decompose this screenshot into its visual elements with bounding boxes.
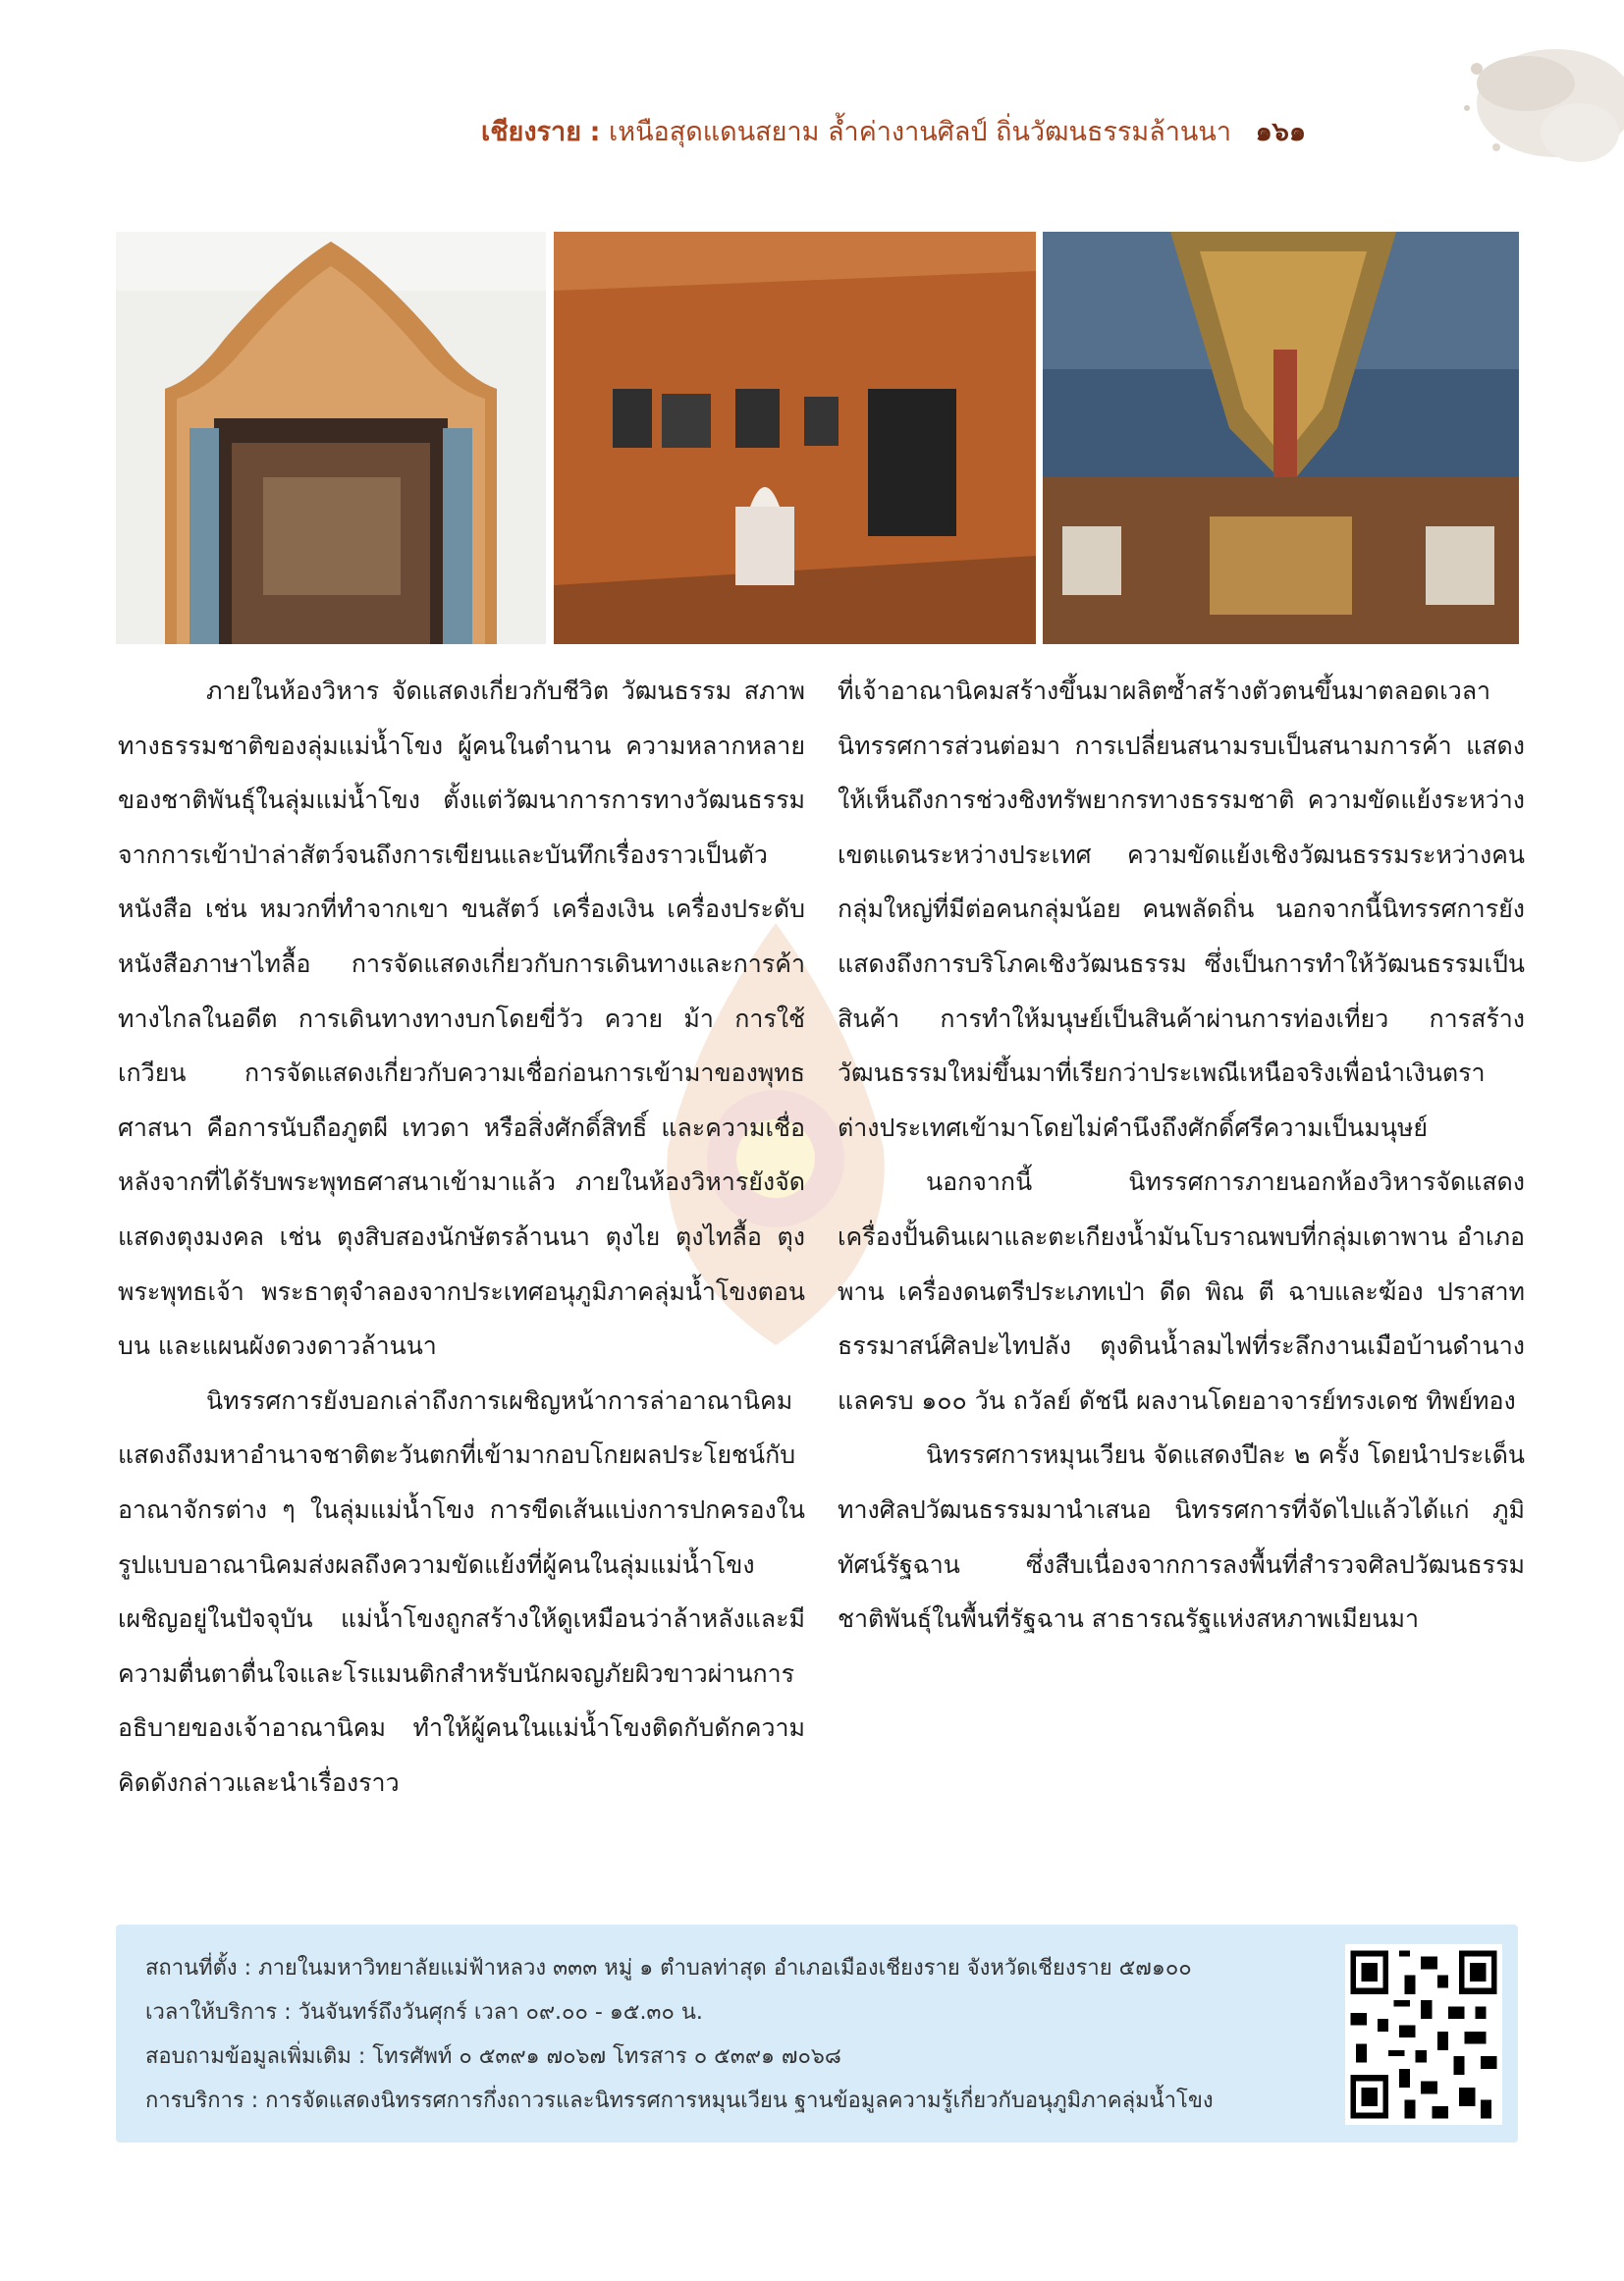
- tung-photo: [1043, 232, 1519, 644]
- location-line: สถานที่ตั้ง : ภายในมหาวิทยาลัยแม่ฟ้าหลวง ๓๓๓ หมู่ ๑ ตำบลท่าสุด อำเภอเมืองเชียงราย จังหวัดเชียงราย ๕๗๑๐๐: [145, 1956, 1192, 1981]
- paragraph: ที่เจ้าอาณานิคมสร้างขึ้นมาผลิตซ้ำสร้างตัวตนขึ้นมาตลอดเวลา นิทรรศการส่วนต่อมา การเปลี่ยนสนามรบเป็นสนามการค้า แสดงให้เห็นถึงการช่วงชิงทรัพยากรทางธรรมชาติ ความขัดแย้งระหว่างเขตแดนระหว่างประเทศ ความขัดแย้งเชิงวัฒนธรรมระหว่างคนกลุ่มใหญ่ที่มีต่อคนกลุ่มน้อย คนพลัดถิ่น นอกจากนี้นิทรรศการยังแสดงถึงการบริโภคเชิงวัฒนธรรม ซึ่งเป็นการทำให้วัฒนธรรมเป็นสินค้า การทำให้มนุษย์เป็นสินค้าผ่านการท่องเที่ยว การสร้างวัฒนธรรมใหม่ขึ้นมาที่เรียกว่าประเพณีเหนือจริงเพื่อนำเงินตราต่างประเทศเข้ามาโดยไม่คำนึงถึงศักดิ์ศรีความเป็นมนุษย์: [838, 677, 1525, 1142]
- paragraph: ภายในห้องวิหาร จัดแสดงเกี่ยวกับชีวิต วัฒนธรรม สภาพทางธรรมชาติของลุ่มแม่น้ำโขง ผู้คนในตำนาน ความหลากหลายของชาติพันธุ์ในลุ่มแม่น้ำโขง ตั้งแต่วัฒนาการการทางวัฒนธรรมจากการเข้าป่าล่าสัตว์จนถึงการเขียนและบันทึกเรื่องราวเป็นตัวหนังสือ เช่น หมวกที่ทำจากเขา ขนสัตว์ เครื่องเงิน เครื่องประดับ หนังสือภาษาไทลื้อ การจัดแสดงเกี่ยวกับการเดินทางและการค้าทางไกลในอดีต การเดินทางทางบกโดยขี่วัว ควาย ม้า การใช้เกวียน การจัดแสดงเกี่ยวกับความเชื่อก่อนการเข้ามาของพุทธศาสนา คือการนับถือภูตผี เทวดา หรือสิ่งศักดิ์สิทธิ์ และความเชื่อหลังจากที่ได้รับพระพุทธศาสนาเข้ามาแล้ว ภายในห้องวิหารยังจัดแสดงตุงมงคล เช่น ตุงสิบสองนักษัตรล้านนา ตุงไย ตุงไทลื้อ ตุงพระพุทธเจ้า พระธาตุจำลองจากประเทศอนุภูมิภาคลุ่มน้ำโขงตอนบน และแผนผังดวงดาวล้านนา: [118, 677, 805, 1361]
- services-line: การบริการ : การจัดแสดงนิทรรศการกึ่งถาวรและนิทรรศการหมุนเวียน ฐานข้อมูลความรู้เกี่ยวกับอนุภูมิภาคลุ่มน้ำโขง: [145, 2089, 1214, 2113]
- running-header: [481, 108, 1384, 157]
- header-subtitle: เหนือสุดแดนสยาม ล้ำค่างานศิลป์ ถิ่นวัฒนธรรมล้านนา: [609, 117, 1232, 147]
- contact-line: สอบถามข้อมูลเพิ่มเติม : โทรศัพท์ ๐ ๕๓๙๑ ๗๐๖๗ โทรสาร ๐ ๕๓๙๑ ๗๐๖๘: [145, 2044, 841, 2069]
- header-separator: :: [589, 117, 601, 147]
- hours-line: เวลาให้บริการ : วันจันทร์ถึงวันศุกร์ เวลา ๐๙.๐๐ - ๑๕.๓๐ น.: [145, 2000, 703, 2025]
- paragraph: นิทรรศการหมุนเวียน จัดแสดงปีละ ๒ ครั้ง โดยนำประเด็นทางศิลปวัฒนธรรมมานำเสนอ นิทรรศการที่จัดไปแล้วได้แก่ ภูมิทัศน์รัฐฉาน ซึ่งสืบเนื่องจากการลงพื้นที่สำรวจศิลปวัฒนธรรมชาติพันธุ์ในพื้นที่รัฐฉาน สาธารณรัฐแห่งสหภาพเมียนมา: [838, 1440, 1525, 1634]
- left-column: [118, 664, 805, 1810]
- right-column: [838, 664, 1525, 1647]
- page-number: ๑๖๑: [1255, 117, 1307, 147]
- paragraph: นอกจากนี้ นิทรรศการภายนอกห้องวิหารจัดแสดงเครื่องปั้นดินเผาและตะเกียงน้ำมันโบราณพบที่กลุ่มเตาพาน อำเภอพาน เครื่องดนตรีประเภทเป่า ดีด พิณ ตี ฉาบและฆ้อง ปราสาทธรรมาสน์ศิลปะไทปลัง ตุงดินน้ำลมไฟที่ระลึกงานเมือบ้านดำนางแลครบ ๑๐๐ วัน ถวัลย์ ดัชนี ผลงานโดยอาจารย์ทรงเดช ทิพย์ทอง: [838, 1168, 1525, 1415]
- header-title: เชียงราย: [481, 117, 582, 147]
- gate-photo: [116, 232, 546, 644]
- paragraph: นิทรรศการยังบอกเล่าถึงการเผชิญหน้าการล่าอาณานิคม แสดงถึงมหาอำนาจชาติตะวันตกที่เข้ามากอบโกยผลประโยชน์กับอาณาจักรต่าง ๆ ในลุ่มแม่น้ำโขง การขีดเส้นแบ่งการปกครองในรูปแบบอาณานิคมส่งผลถึงความขัดแย้งที่ผู้คนในลุ่มแม่น้ำโขงเผชิญอยู่ในปัจจุบัน แม่น้ำโขงถูกสร้างให้ดูเหมือนว่าล้าหลังและมีความตื่นตาตื่นใจและโรแมนติกสำหรับนักผจญภัยผิวขาวผ่านการอธิบายของเจ้าอาณานิคม ทำให้ผู้คนในแม่น้ำโขงติดกับดักความคิดดังกล่าวและนำเรื่องราว: [118, 1385, 805, 1797]
- corner-decoration: [1408, 29, 1624, 206]
- info-box: [116, 1925, 1518, 2143]
- qr-code-icon[interactable]: [1345, 1944, 1502, 2125]
- gallery-photo: [554, 232, 1036, 644]
